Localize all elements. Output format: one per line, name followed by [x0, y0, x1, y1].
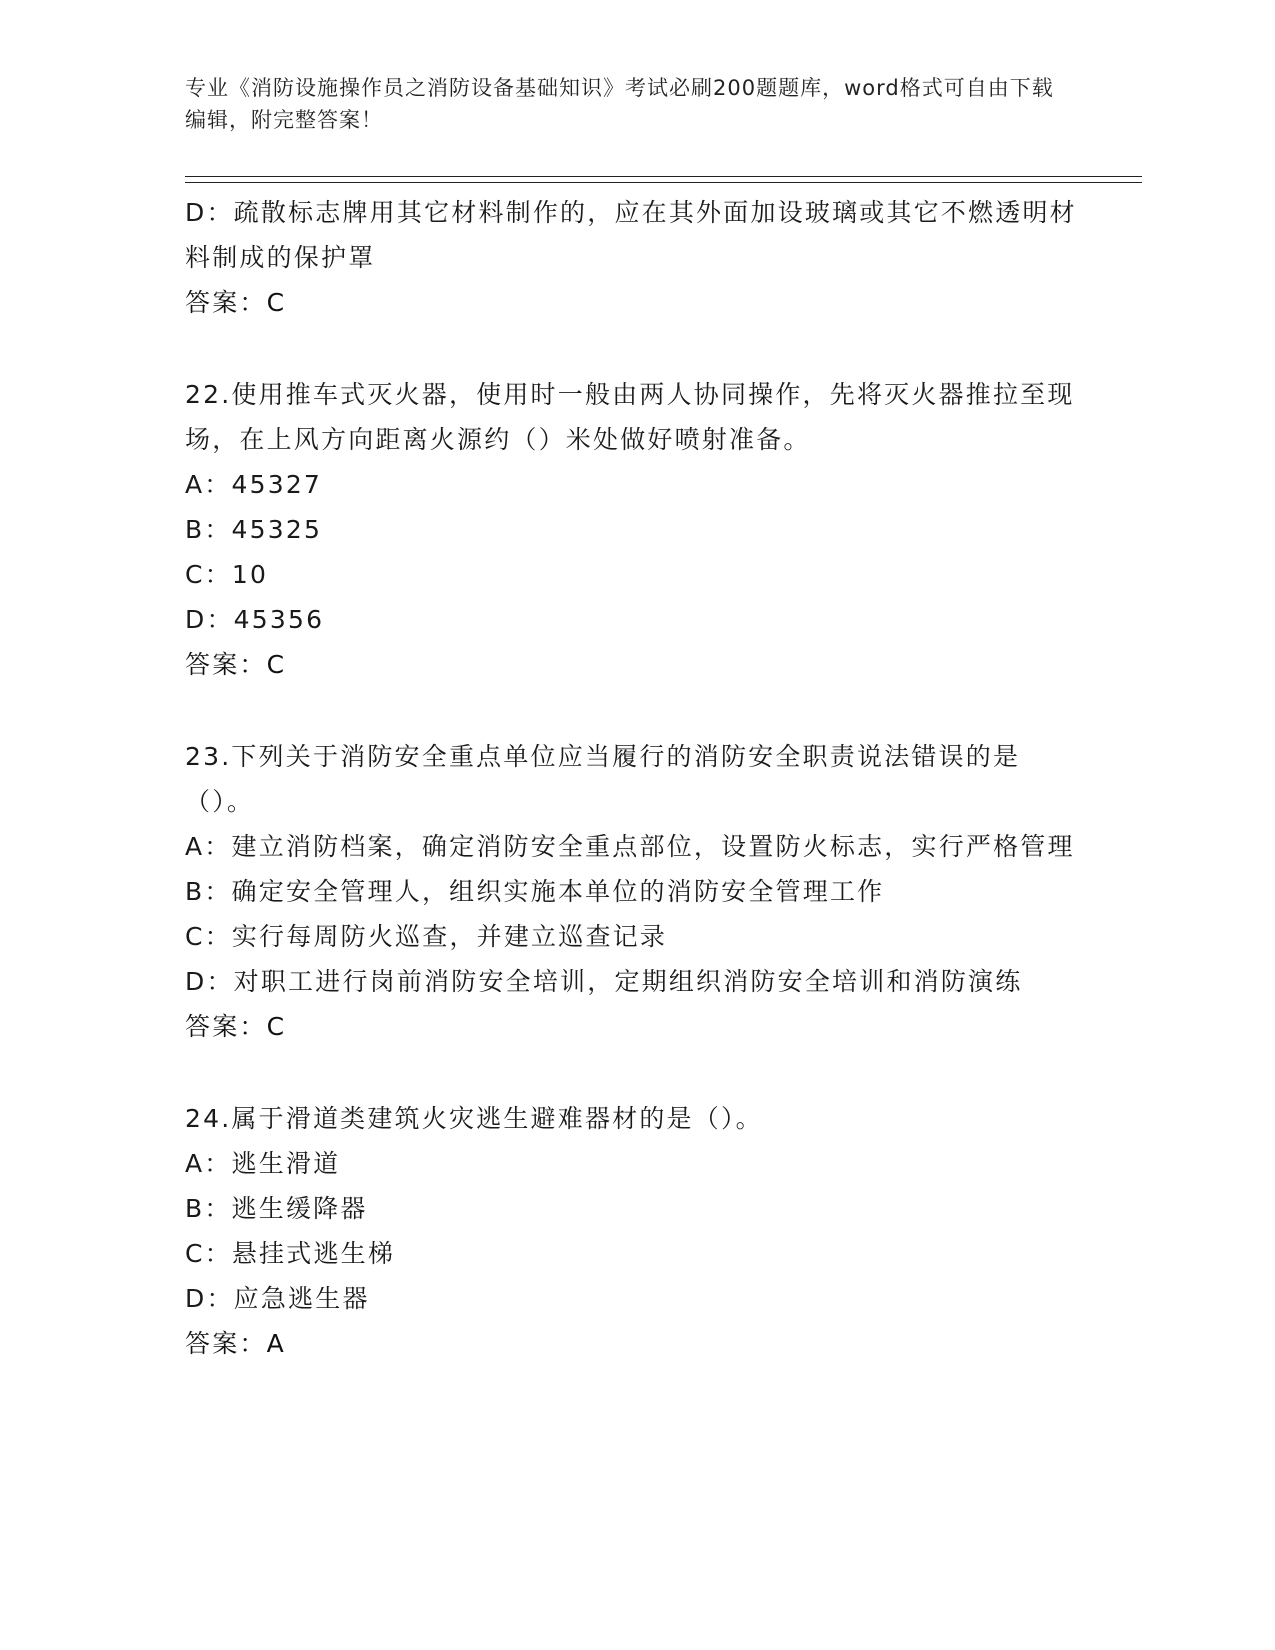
option-d: D：45356 [185, 605, 325, 634]
option-d: D：疏散标志牌用其它材料制作的，应在其外面加设玻璃或其它不燃透明材料制成的保护罩 [185, 198, 1077, 272]
option-b: B：45325 [185, 515, 323, 544]
document-body [185, 190, 1085, 1366]
answer-line: 答案：A [185, 1329, 286, 1358]
answer-line: 答案：C [185, 650, 287, 679]
option-c: C：悬挂式逃生梯 [185, 1239, 396, 1268]
option-c: C：实行每周防火巡查，并建立巡查记录 [185, 922, 668, 951]
question-stem: 22.使用推车式灭火器，使用时一般由两人协同操作，先将灭火器推拉至现场，在上风方向距离火源约（）米处做好喷射准备。 [185, 380, 1075, 454]
question-stem: 23.下列关于消防安全重点单位应当履行的消防安全职责说法错误的是（）。 [185, 742, 1021, 816]
header-title: 专业《消防设施操作员之消防设备基础知识》考试必刷200题题库，word格式可自由下载编辑，附完整答案！ [185, 76, 1054, 132]
document-header [185, 72, 1065, 136]
answer-line: 答案：C [185, 1012, 287, 1041]
question-22 [185, 372, 1085, 687]
option-d: D：应急逃生器 [185, 1284, 370, 1313]
option-a: A：建立消防档案，确定消防安全重点部位，设置防火标志，实行严格管理 [185, 832, 1075, 861]
header-divider [185, 176, 1142, 183]
option-b: B：逃生缓降器 [185, 1194, 368, 1223]
carry-over-block [185, 190, 1085, 325]
question-23 [185, 734, 1085, 1049]
question-24 [185, 1096, 1085, 1366]
option-a: A：45327 [185, 470, 323, 499]
answer-line: 答案：C [185, 288, 287, 317]
option-a: A：逃生滑道 [185, 1149, 341, 1178]
option-b: B：确定安全管理人，组织实施本单位的消防安全管理工作 [185, 877, 885, 906]
option-c: C：10 [185, 560, 269, 589]
question-stem: 24.属于滑道类建筑火灾逃生避难器材的是（）。 [185, 1104, 763, 1133]
option-d: D：对职工进行岗前消防安全培训，定期组织消防安全培训和消防演练 [185, 967, 1023, 996]
